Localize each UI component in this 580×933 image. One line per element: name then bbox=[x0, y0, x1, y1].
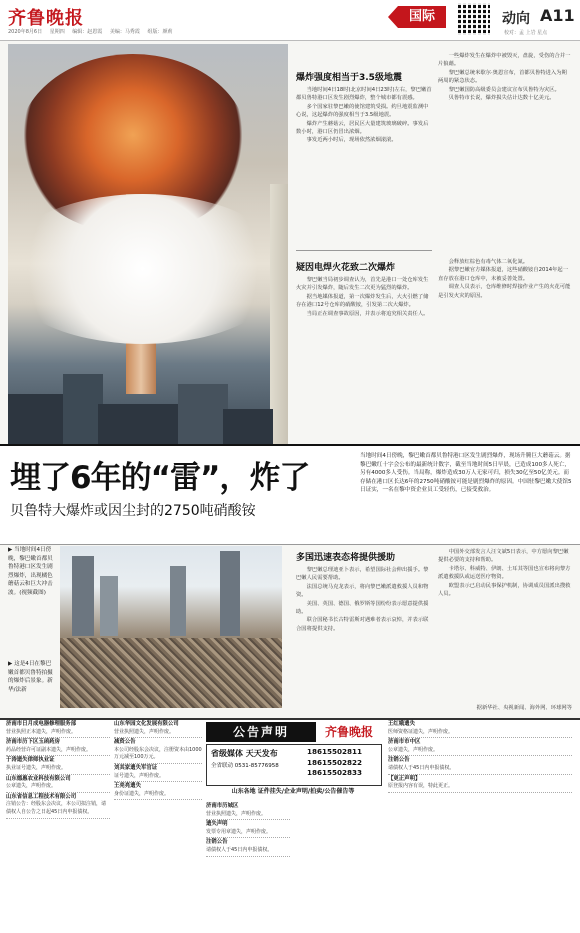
article-col-4 bbox=[438, 258, 572, 300]
notice-box bbox=[206, 744, 382, 786]
paragraph: 黎巴嫩当局初步调查认为，首先是港口一处仓库发生火灾并引发爆炸，随后发生二次更为猛烈的爆炸。 bbox=[296, 277, 429, 292]
lede-paragraph: 当地时间4日傍晚，黎巴嫩首都贝鲁特港口区发生剧烈爆炸，现场升腾巨大蘑菇云。据黎巴嫩红十字会公布的最新统计数字，截至当地时间5日早晨，已造成100多人死亡，另有4000多人受伤。当局称，爆炸造成30万人无家可归，损失30亿至50亿美元。而存储在港口区长达6年的2750吨硝酸铵可能是剧烈爆炸的原因。中国驻黎巴嫩大使馆5日证实，一名在黎中资企业员工受轻伤，已接受救治。 bbox=[360, 453, 572, 494]
city-building bbox=[8, 394, 68, 444]
ads-col-right bbox=[388, 720, 572, 793]
qr-code-icon bbox=[458, 3, 490, 35]
paragraph: 当局正在调查事故原因，并表示将追究相关责任人。 bbox=[306, 310, 429, 317]
notice-title: 公告声明 bbox=[206, 722, 316, 742]
paragraph: 当地时间4日18时(北京时间4日23时)左右，黎巴嫩首都贝鲁特港口区发生剧烈爆炸，整个城市都有震感。 bbox=[296, 87, 432, 102]
photo-building bbox=[100, 576, 118, 636]
photo-building bbox=[220, 551, 240, 636]
page-number: A11 bbox=[540, 6, 575, 25]
paragraph: 据黎巴嫩官方媒体报道，这些硝酸铵自2014年起一直存放在港口仓库中，未被妥善处置。 bbox=[438, 267, 569, 282]
photo-building bbox=[170, 566, 186, 636]
shockwave-cloud bbox=[8, 194, 288, 344]
caption-marker-icon: ▶ bbox=[8, 547, 13, 553]
ad-item: 济南市日月成电器修理服务部 营业执照正本遗失，声明作废。 bbox=[6, 720, 110, 738]
city-building bbox=[98, 404, 178, 444]
paragraph: 卡塔尔、科威特、伊朗、土耳其等国也宣布将向黎方派遣救援队或运送医疗物资。 bbox=[438, 565, 571, 581]
ad-item: 济南市市中区 公章遗失，声明作废。 bbox=[388, 738, 572, 756]
paragraph: 美国、英国、德国、俄罗斯等国纷纷表示愿意提供援助。 bbox=[296, 600, 429, 616]
article-col-6 bbox=[438, 548, 572, 598]
article-col-3 bbox=[438, 52, 572, 102]
paper-logo: 齐鲁晚报 bbox=[8, 8, 84, 29]
photo-caption-2: ▶ 这是4日在黎巴嫩首都贝鲁特拍摄的爆炸后景象。新华/法新 bbox=[8, 661, 53, 693]
rubble-field bbox=[60, 638, 282, 708]
column-name: 动向 bbox=[502, 11, 530, 27]
ad-item: 王红娥遗失 医师资格证遗失，声明作废。 bbox=[388, 720, 572, 738]
main-headline: 埋了6年的“雷”，炸了 bbox=[10, 460, 310, 496]
caption-marker-icon: ▶ bbox=[8, 661, 13, 667]
subhead-earthquake: 爆炸强度相当于3.5级地震 bbox=[296, 73, 402, 83]
ad-item: 减资公告 本公司经股东会决议，注册资本由1000万元减至100万元。 bbox=[114, 738, 202, 764]
ad-item: 【更正声明】 原登报内容有误，特此更正。 bbox=[388, 775, 572, 793]
paragraph: 黎巴嫩总统米歇尔·奥恩宣布，首都贝鲁特进入为期两周的紧急状态。 bbox=[438, 69, 567, 85]
paragraph: 事发近两小时后，现场依然浓烟滚滚。 bbox=[306, 137, 397, 144]
paragraph: 爆炸产生蘑菇云，居民区大量建筑玻璃破碎。事发后数小时，港口区仍冒出浓烟。 bbox=[296, 120, 429, 136]
city-building bbox=[178, 384, 228, 444]
layout-credit: 组版：颜莉 bbox=[147, 29, 173, 35]
notice-hotline: 全省联动 0531-85776958 bbox=[211, 763, 279, 769]
issue-meta bbox=[8, 28, 179, 35]
notice-services: 山东各地 证件挂失/企业声明/拍卖/公告催告等 bbox=[231, 788, 355, 795]
issue-date: 2020年8月6日 bbox=[8, 29, 43, 35]
ad-item: 于涛遗失律师执业证 执业证号遗失，声明作废。 bbox=[6, 756, 110, 774]
tower-building bbox=[270, 184, 288, 444]
city-building bbox=[63, 374, 103, 444]
paragraph: 中国外交部发言人汪文斌5日表示，中方愿向黎巴嫩提供必要的支持和帮助。 bbox=[438, 549, 569, 564]
art-credit: 美编：马秀霞 bbox=[109, 29, 140, 35]
byline: 据新华社、央视新闻、海外网、环球网等 bbox=[476, 705, 572, 711]
paragraph: 黎巴嫩总理迪亚卜表示，希望国际社会伸出援手。黎巴嫩人民需要帮助。 bbox=[296, 567, 429, 582]
ad-item: 山东华园文化发展有限公司 营业执照遗失，声明作废。 bbox=[114, 720, 202, 738]
paragraph: 会释放红棕色有毒气体二氧化氮。 bbox=[448, 259, 529, 265]
notice-slogan: 省级媒体 天天发布 全省联动 0531-85776958 bbox=[211, 749, 279, 769]
notice-phones bbox=[307, 747, 362, 779]
phone-number: 18615502833 bbox=[307, 768, 363, 777]
article-col-2 bbox=[296, 276, 432, 318]
section-tag: 国际 bbox=[398, 6, 446, 28]
article-col-1 bbox=[296, 86, 432, 145]
ads-col-left bbox=[6, 720, 110, 819]
paragraph: 一些爆炸发生在爆炸中被毁灭，盘旋，受伤的合并一片狼藉。 bbox=[438, 53, 571, 68]
notice-logo: 齐鲁晚报 bbox=[324, 725, 373, 739]
subhead-aid: 多国迅速表态将提供援助 bbox=[296, 553, 396, 563]
subhead-welding: 疑因电焊火花致二次爆炸 bbox=[296, 263, 396, 273]
ad-item: 山东省信息工程技术有限公司 注销公告：经股东会决议，本公司拟注销，请债权人自公告之日起45日内申报债权。 bbox=[6, 793, 110, 819]
sub-headline: 贝鲁特大爆炸或因尘封的2750吨硝酸铵 bbox=[10, 503, 256, 519]
paragraph: 多个国家驻黎巴嫩的使馆建筑受损。约旦地震监测中心说，这起爆炸的强度相当于3.5级地震。 bbox=[296, 103, 429, 119]
article-col-5 bbox=[296, 566, 432, 633]
phone-number: 18615502822 bbox=[307, 757, 363, 767]
ad-item: 注销公告 请债权人于45日内申报债权。 bbox=[206, 838, 290, 856]
explosion-photo bbox=[8, 44, 288, 444]
checker-credit: 校对：孟 上岩 星点 bbox=[504, 30, 548, 36]
ad-item: 济南市历城区 营业执照遗失，声明作废。 bbox=[206, 802, 290, 820]
paragraph: 据当地媒体报道，第一次爆炸发生后，大火引燃了储存在港口12号仓库的硝酸铵，引发第二次大爆炸。 bbox=[296, 293, 429, 309]
ad-item: 王亮亮遗失 身份证遗失，声明作废。 bbox=[114, 782, 202, 800]
ad-item: 刘其家遗失军官证 证号遗失，声明作废。 bbox=[114, 764, 202, 782]
issue-weekday: 星期四 bbox=[49, 29, 65, 35]
ad-item: 注销公告 请债权人于45日内申报债权。 bbox=[388, 756, 572, 774]
paragraph: 欧盟表示已启动民事保护机制，协调成员国派出搜救人员。 bbox=[438, 582, 571, 598]
city-building bbox=[223, 409, 273, 444]
divider bbox=[296, 250, 432, 251]
ad-item: 济南市历下区玉函药房 药品经营许可证副本遗失，声明作废。 bbox=[6, 738, 110, 756]
ads-col-mid-left bbox=[114, 720, 202, 800]
editor-credit: 编辑：赵恩霞 bbox=[72, 29, 103, 35]
ads-col-center bbox=[206, 802, 290, 857]
photo-building bbox=[72, 556, 94, 636]
paragraph: 联合国秘书长古特雷斯对遇难者表示哀悼，并表示联合国将提供支持。 bbox=[296, 617, 429, 632]
paragraph: 法国总统马克龙表示，将向黎巴嫩派遣救援人员和物资。 bbox=[296, 583, 429, 599]
ad-item: 山东德惠农业科技有限公司 公章遗失，声明作废。 bbox=[6, 775, 110, 793]
paragraph: 黎巴嫩国防高级委员会建议宣布贝鲁特为灾区。 bbox=[448, 86, 560, 93]
ad-item: 遗失声明 发票专用章遗失，声明作废。 bbox=[206, 820, 290, 838]
paragraph: 调查人员表示，仓库维修时焊接作业产生的火花可能是引发火灾的原因。 bbox=[438, 284, 571, 299]
photo-caption-1: ▶ 当地时间4日傍晚，黎巴嫩首都贝鲁特港口区发生剧烈爆炸，出现橘色蘑菇云和巨大冲击波。(视频截图) bbox=[8, 547, 53, 596]
aftermath-photo bbox=[60, 546, 282, 708]
phone-number: 18615502811 bbox=[307, 747, 363, 756]
paragraph: 贝鲁特市长说，爆炸损失估计达数十亿美元。 bbox=[448, 95, 555, 102]
